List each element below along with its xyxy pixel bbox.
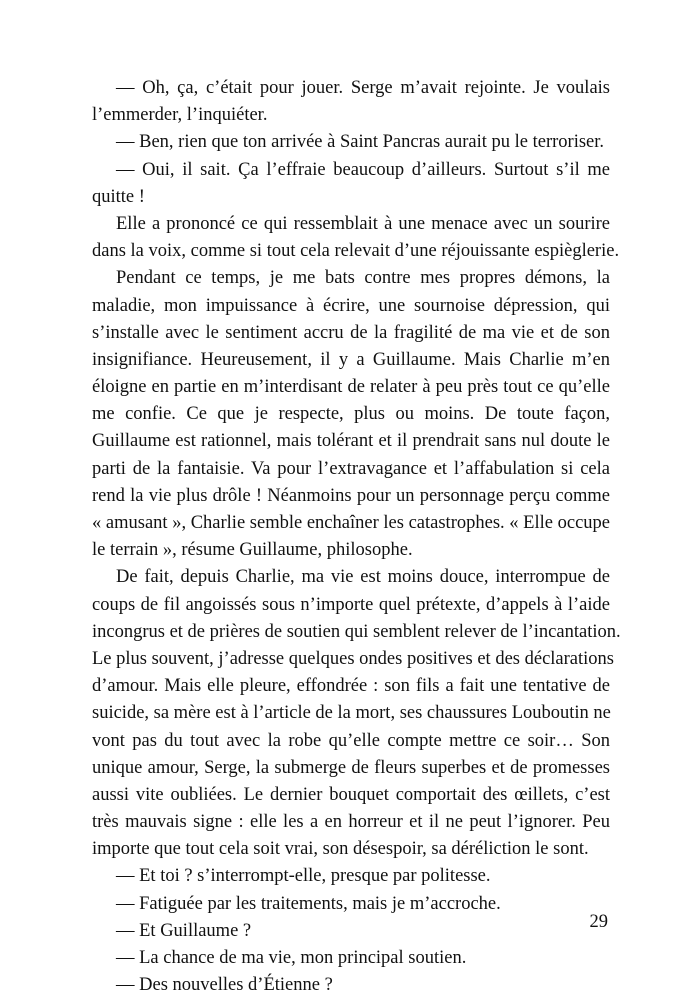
text-line: — Fatiguée par les traitements, mais je m’accroche. xyxy=(116,893,501,914)
text-line: le terrain », résume Guillaume, philosophe. xyxy=(92,540,413,561)
text-line: maladie, mon impuissance à écrire, une sournoise dépression, qui xyxy=(92,295,610,316)
text-line: coups de fil angoissés sous n’importe quel prétexte, d’appels à l’aide xyxy=(92,594,610,615)
text-line: unique amour, Serge, la submerge de fleurs superbes et de promesses xyxy=(92,757,610,778)
text-line: — Et toi ? s’interrompt-elle, presque par politesse. xyxy=(116,866,491,887)
text-line: insignifiance. Heureusement, il y a Guillaume. Mais Charlie m’en xyxy=(92,349,610,370)
text-line: incongrus et de prières de soutien qui semblent relever de l’incantation. xyxy=(92,621,621,642)
text-line: parti de la fantaisie. Va pour l’extravagance et l’affabulation si cela xyxy=(92,458,610,479)
text-line: rend la vie plus drôle ! Néanmoins pour un personnage perçu comme xyxy=(92,485,610,506)
text-line: vont pas du tout avec la robe qu’elle compte mettre ce soir… Son xyxy=(92,730,610,751)
text-line: De fait, depuis Charlie, ma vie est moins douce, interrompue de xyxy=(116,567,610,588)
text-line: importe que tout cela soit vrai, son désespoir, sa déréliction le sont. xyxy=(92,839,589,860)
text-line: quitte ! xyxy=(92,186,145,207)
text-line: « amusant », Charlie semble enchaîner les catastrophes. « Elle occupe xyxy=(92,513,610,533)
text-line: — La chance de ma vie, mon principal soutien. xyxy=(116,948,467,968)
text-line: dans la voix, comme si tout cela relevait d’une réjouissante espièglerie. xyxy=(92,241,620,262)
text-line: Elle a prononcé ce qui ressemblait à une menace avec un sourire xyxy=(116,213,610,234)
text-line: — Des nouvelles d’Étienne ? xyxy=(116,975,333,996)
text-line: s’installe avec le sentiment accru de la fragilité de ma vie et de son xyxy=(92,322,610,343)
text-line: Pendant ce temps, je me bats contre mes propres démons, la xyxy=(116,268,610,289)
text-line: — Et Guillaume ? xyxy=(116,920,252,941)
text-line: Guillaume est rationnel, mais tolérant et il prendrait sans nul doute le xyxy=(92,431,610,452)
page-number: 29 xyxy=(589,912,608,932)
body-text xyxy=(92,75,621,999)
text-line: Le plus souvent, j’adresse quelques ondes positives et des déclarations xyxy=(92,648,614,669)
text-line: très mauvais signe : elle les a en horreur et il ne peut l’ignorer. Peu xyxy=(92,812,610,833)
text-line: l’emmerder, l’inquiéter. xyxy=(92,105,268,126)
text-line: suicide, sa mère est à l’article de la mort, ses chaussures Louboutin ne xyxy=(92,703,611,724)
text-line: éloigne en partie en m’interdisant de relater à peu près tout ce qu’elle xyxy=(92,377,610,398)
text-line: aussi vite oubliées. Le dernier bouquet comportait des œillets, c’est xyxy=(92,784,610,805)
text-line: — Ben, rien que ton arrivée à Saint Pancras aurait pu le terroriser. xyxy=(116,132,605,153)
text-line: d’amour. Mais elle pleure, effondrée : son fils a fait une tentative de xyxy=(92,676,610,697)
text-line: me confie. Ce que je respecte, plus ou moins. De toute façon, xyxy=(92,404,610,425)
text-line: — Oui, il sait. Ça l’effraie beaucoup d’ailleurs. Surtout s’il me xyxy=(116,159,610,180)
text-line: — Oh, ça, c’était pour jouer. Serge m’avait rejointe. Je voulais xyxy=(116,78,610,98)
